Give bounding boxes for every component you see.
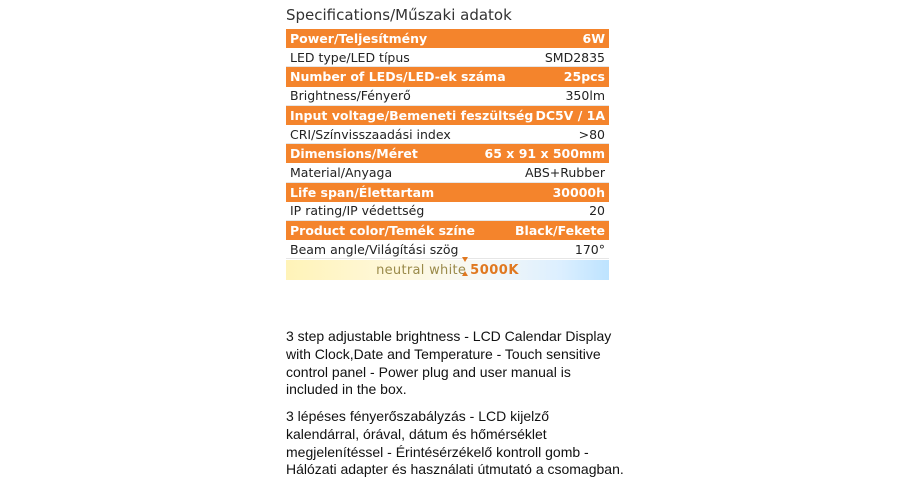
spec-value: 20 xyxy=(589,203,605,219)
spec-table xyxy=(286,29,609,280)
spec-row-ip-rating xyxy=(286,202,609,221)
spec-value: ABS+Rubber xyxy=(524,164,605,180)
spec-label: Brightness/Fényerő xyxy=(290,88,411,104)
spec-value: 170° xyxy=(574,241,605,257)
spec-value: 25pcs xyxy=(563,69,605,85)
spec-row-product-color xyxy=(286,221,609,240)
spec-value: Black/Fekete xyxy=(515,222,605,238)
spec-value: DC5V / 1A xyxy=(535,107,605,123)
spec-label: Input voltage/Bemeneti feszültség xyxy=(290,107,534,123)
spec-value: 350lm xyxy=(565,88,605,104)
temperature-marker-icon xyxy=(462,271,468,276)
description-english: 3 step adjustable brightness - LCD Calendar Display with Clock,Date and Temperature - Touch sensitive control panel - Power plug and user manual is included in the box. xyxy=(286,328,612,398)
spec-label: Beam angle/Világítási szög xyxy=(290,241,459,257)
spec-row-power xyxy=(286,29,609,48)
spec-row-cri xyxy=(286,125,609,144)
spec-row-material xyxy=(286,163,609,182)
spec-label: Power/Teljesítmény xyxy=(290,31,428,47)
spec-label: LED type/LED típus xyxy=(290,49,410,65)
spec-row-input-voltage xyxy=(286,106,609,125)
spec-label: Dimensions/Méret xyxy=(290,146,418,162)
spec-value: SMD2835 xyxy=(544,49,605,65)
spec-label: IP rating/IP védettség xyxy=(290,203,425,219)
color-temperature-label: neutral white xyxy=(376,262,467,278)
spec-label: Product color/Temék színe xyxy=(290,222,475,238)
spec-value: 6W xyxy=(582,31,605,47)
spec-value: 65 x 91 x 500mm xyxy=(484,146,605,162)
spec-row-dimensions xyxy=(286,144,609,163)
spec-label: Material/Anyaga xyxy=(290,164,393,180)
temperature-marker-icon xyxy=(462,257,468,262)
description-hungarian: 3 lépéses fényerőszabályzás - LCD kijelző kalendárral, órával, dátum és hőmérséklet megjelenítéssel - Érintésérzékelő kontroll gomb - Hálózati adapter és használati útmutató a csomagban. xyxy=(286,408,624,478)
spec-row-led-type xyxy=(286,48,609,67)
spec-label: Life span/Élettartam xyxy=(290,184,435,200)
spec-value: 30000h xyxy=(552,184,605,200)
color-temperature-value: 5000K xyxy=(470,262,519,278)
spec-value: >80 xyxy=(578,126,605,142)
spec-row-beam-angle xyxy=(286,240,609,259)
spec-label: Number of LEDs/LED-ek száma xyxy=(290,69,506,85)
spec-row-life-span xyxy=(286,183,609,202)
color-temperature-bar xyxy=(286,260,609,280)
spec-title: Specifications/Műszaki adatok xyxy=(286,6,512,24)
spec-row-brightness xyxy=(286,87,609,106)
spec-row-led-count xyxy=(286,67,609,86)
spec-label: CRI/Színvisszaadási index xyxy=(290,126,451,142)
